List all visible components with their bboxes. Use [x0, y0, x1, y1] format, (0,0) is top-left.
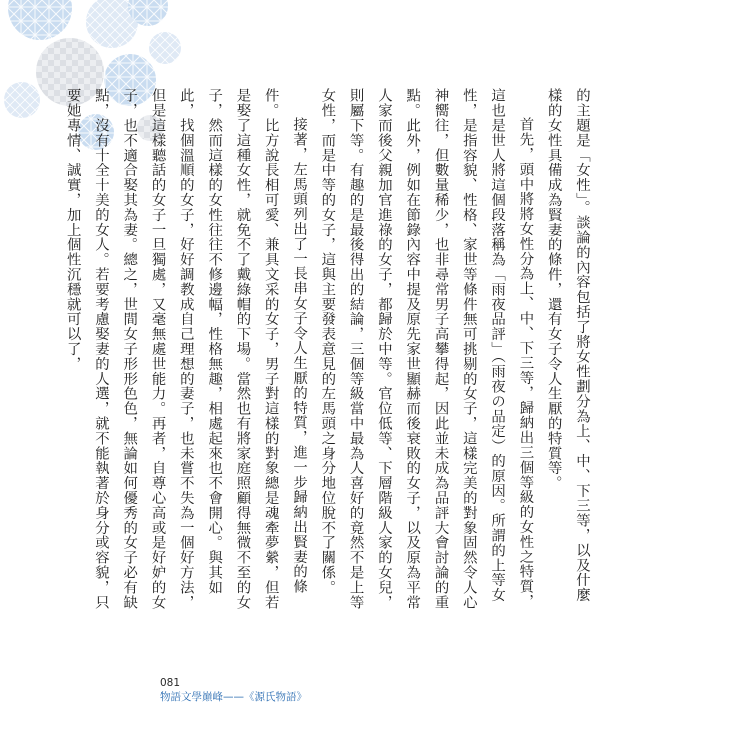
running-title: 物語文學巔峰——《源氏物語》 — [160, 691, 307, 703]
paragraph: 的主題是「女性」。談論的內容包括了將女性劃分為上、中、下三等，以及什麼樣的女性具備成為賢妻的條件，還有女子令人生厭的特質等。 — [545, 88, 590, 603]
paragraph: 接著，左馬頭列出了一長串女子令人生厭的特質，進一步歸納出賢妻的條件。比方說長相可愛、兼具文采的女子，男子對這樣的對象總是魂牽夢縈，但若是娶了這種女性，就免不了戴綠帽的下場。當然也有將家庭照顧得無微不至的女子，然而這樣的女性往往不修邊幅，性格無趣，相處起來也不會開心。與其如此，找個溫順的女子，好好調教成自己理想的妻子，也未嘗不失為一個好方法，但是這樣聽話的女子一旦獨處，又毫無處世能力。再者，自尊心高或是好妒的女子，也不適合娶其為妻。總之，世間女子形形色色，無論如何優秀的女子必有缺點，沒有十全十美的女人。若要考慮娶妻的人選，就不能執著於身分或容貌，只要她專情、誠實，加上個性沉穩就可以了， — [64, 88, 308, 610]
page-number: 081 — [160, 677, 181, 689]
page-footer — [160, 676, 307, 704]
body-text — [64, 88, 596, 610]
paragraph: 首先，頭中將將女性分為上、中、下三等，歸納出三個等級的女性之特質，這也是世人將這個段落稱為「雨夜品評」（雨夜の品定）的原因。所謂的上等女性，是指容貌、性格、家世等條件無可挑剔的女子，這樣完美的對象固然令人心神嚮往，但數量稀少，也非尋常男子高攀得起，因此並未成為品評大會討論的重點。此外，例如在節錄內容中提及原先家世顯赫而後衰敗的女子，以及原為平常人家而後父親加官進祿的女子，都歸於中等。官位低等、下層階級人家的女兒，則屬下等。有趣的是最後得出的結論，三個等級當中最為人喜好的竟然不是上等女性，而是中等的女子，這與主要發表意見的左馬頭之身分地位脫不了關係。 — [319, 88, 534, 610]
